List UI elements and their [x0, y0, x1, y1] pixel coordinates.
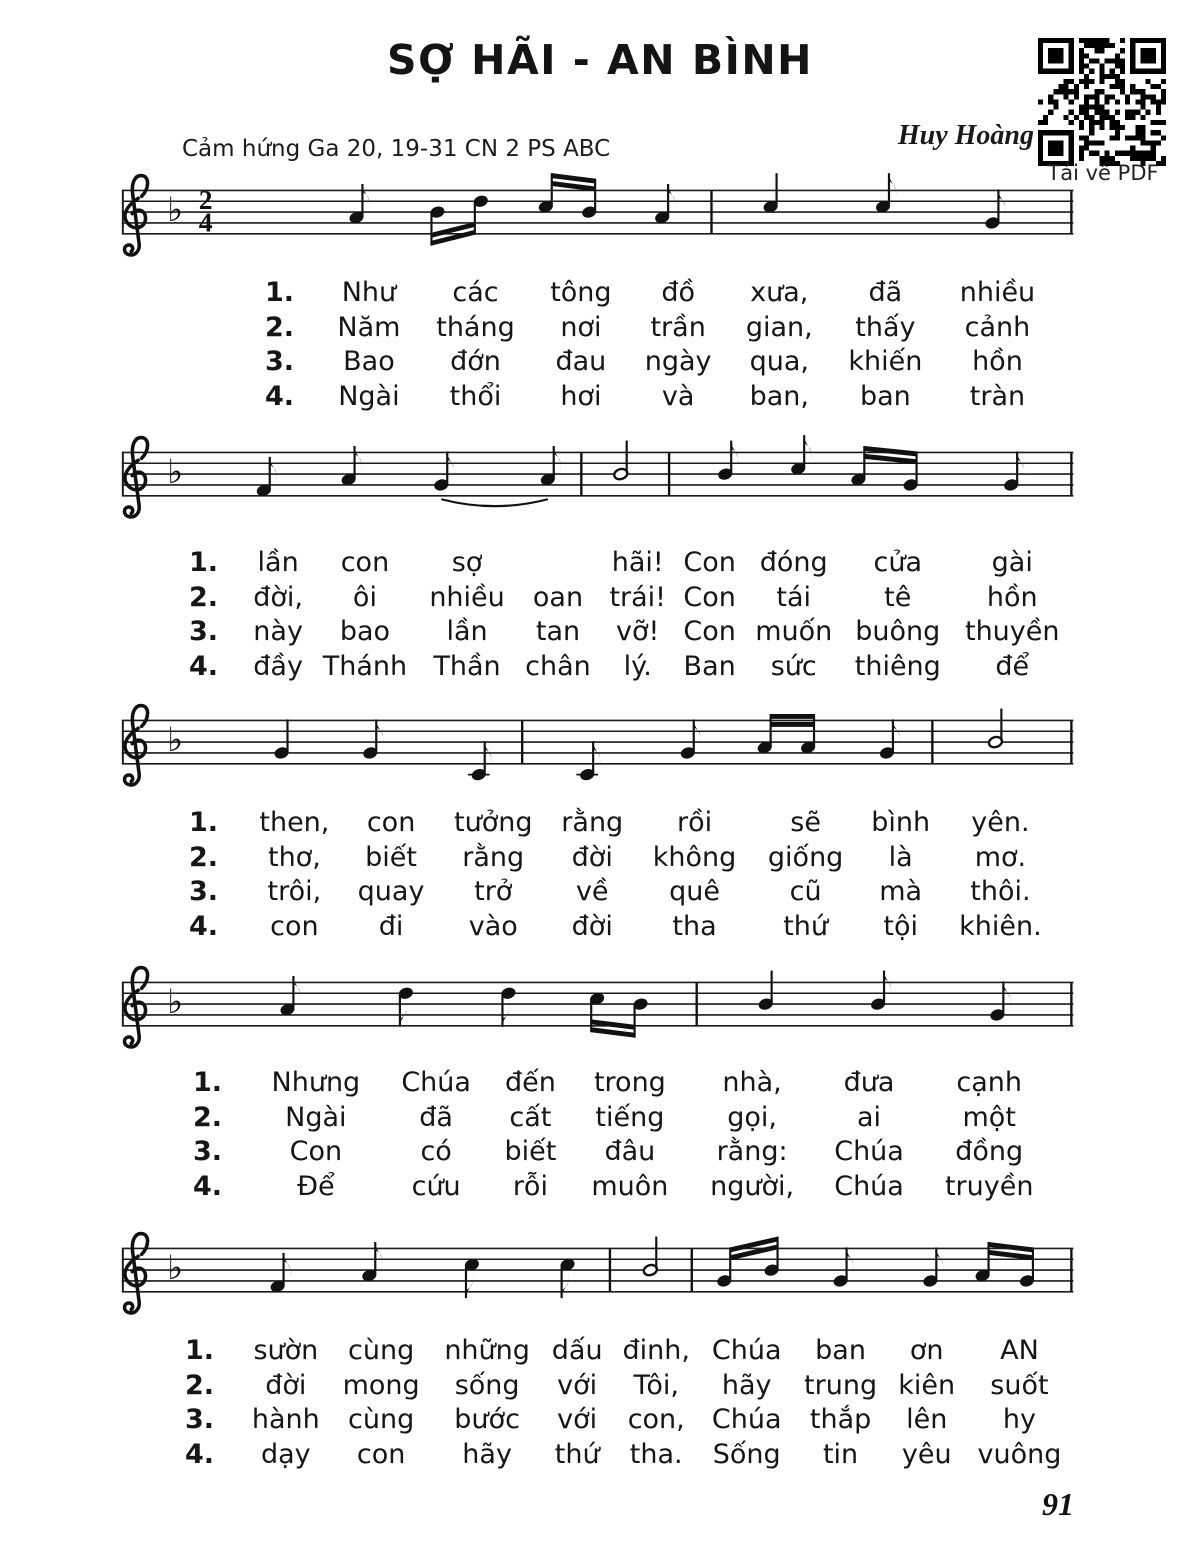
lyric-word: đời,	[253, 581, 303, 613]
lyric-word: người,	[710, 1170, 795, 1202]
lyric-word: vỡ!	[616, 616, 660, 647]
lyric-word: những	[444, 1335, 530, 1366]
lyric-word: đã	[868, 277, 903, 308]
verse-line	[190, 1135, 1056, 1170]
lyric-word: đồng	[955, 1136, 1024, 1167]
lyric-word: với	[557, 1369, 598, 1401]
lyric-word: cửa	[873, 547, 923, 578]
lyric-word: kiên	[898, 1369, 956, 1401]
verse-line	[186, 910, 1058, 945]
lyric-word: đóng	[759, 547, 828, 578]
lyric-word: hy	[1002, 1404, 1036, 1435]
staff-3	[112, 698, 1098, 800]
svg-text:♭: ♭	[167, 719, 184, 759]
lyric-word: nhiều	[959, 277, 1036, 308]
lyric-word: Năm	[337, 311, 401, 343]
lyric-word: các	[452, 277, 499, 308]
lyric-word: trở	[474, 876, 513, 907]
lyric-word: cảnh	[964, 311, 1031, 343]
lyric-word: con	[366, 807, 416, 838]
verse-number: 2.	[189, 841, 219, 873]
verse-line	[182, 1334, 1074, 1369]
lyric-word: Con	[683, 581, 736, 613]
verse-number: 4.	[189, 650, 219, 682]
lyric-word: trong	[593, 1067, 666, 1098]
lyric-word: hành	[251, 1404, 320, 1435]
lyric-word: yêu	[901, 1438, 952, 1470]
lyric-word: Sống	[712, 1438, 781, 1470]
verse-block-5	[182, 1334, 1074, 1472]
verse-line	[190, 1066, 1056, 1101]
verse-line	[262, 276, 1054, 311]
lyric-word: gài	[991, 547, 1033, 578]
verse-line	[262, 345, 1054, 380]
verse-line	[186, 806, 1058, 841]
lyric-word: ôi	[352, 581, 377, 613]
svg-text:2: 2	[198, 183, 213, 215]
lyric-word: thơ,	[267, 841, 321, 873]
lyric-word: Như	[341, 277, 397, 308]
lyric-word: thứ	[554, 1438, 600, 1470]
lyric-word: giống	[767, 841, 844, 873]
lyric-word: nhà,	[722, 1067, 782, 1098]
lyric-word: chân	[525, 650, 591, 682]
lyric-word: lên	[906, 1404, 948, 1435]
svg-text:♭: ♭	[167, 451, 184, 491]
verse-number: 2.	[193, 1101, 223, 1133]
lyric-word: sẽ	[790, 807, 821, 838]
lyric-word: yên.	[971, 807, 1030, 838]
staff-1	[112, 168, 1098, 270]
qr-code-icon[interactable]	[1038, 38, 1166, 166]
lyric-word: ban	[859, 380, 911, 412]
verse-block-4	[190, 1066, 1056, 1204]
lyric-word: đời	[571, 841, 613, 873]
svg-text:♭: ♭	[167, 1247, 184, 1287]
verse-line	[190, 1101, 1056, 1136]
lyric-word: trung	[804, 1369, 878, 1401]
lyric-word	[515, 546, 600, 581]
staff-2	[112, 430, 1098, 532]
lyric-word: tưởng	[454, 807, 533, 838]
lyric-word: tha	[672, 910, 717, 942]
lyric-word: gọi,	[727, 1101, 777, 1133]
verse-line	[262, 380, 1054, 415]
svg-text:♭: ♭	[167, 189, 184, 229]
lyric-word: đinh,	[622, 1335, 690, 1366]
page-number: 91	[1042, 1486, 1074, 1522]
lyric-word: lần	[257, 547, 299, 578]
lyric-word: thuyền	[964, 616, 1060, 647]
verse-number: 3.	[265, 346, 295, 377]
lyric-word: Con	[683, 547, 736, 578]
lyric-word: qua,	[749, 346, 809, 377]
lyric-word: đến	[504, 1067, 556, 1098]
lyric-word: không	[652, 841, 737, 873]
lyric-word: trôi,	[267, 876, 322, 907]
lyric-word: con,	[627, 1404, 685, 1435]
lyric-word: tội	[883, 910, 918, 942]
lyric-word: suốt	[990, 1369, 1049, 1401]
lyric-word: xưa,	[750, 277, 809, 308]
lyric-word: tháng	[436, 311, 515, 343]
lyric-word: Để	[297, 1170, 335, 1202]
verse-line	[182, 1438, 1074, 1473]
lyric-word: Ngài	[338, 380, 400, 412]
lyric-word: đồ	[661, 277, 695, 308]
lyric-word: muôn	[591, 1170, 669, 1202]
lyric-word: biết	[365, 841, 417, 873]
lyric-word: mơ.	[974, 841, 1027, 873]
lyric-word: đâu	[604, 1136, 656, 1167]
lyric-word: thấy	[855, 311, 916, 343]
lyric-word: bình	[871, 807, 931, 838]
lyric-word: ban	[815, 1335, 866, 1366]
lyric-word: muốn	[755, 616, 833, 647]
lyric-word: đời	[571, 910, 613, 942]
lyric-word: rằng	[561, 807, 624, 838]
lyric-word: cạnh	[956, 1067, 1023, 1098]
lyric-word: biết	[504, 1136, 557, 1167]
lyric-word: sức	[770, 650, 817, 682]
lyric-word: AN	[1000, 1335, 1039, 1366]
verse-line	[186, 615, 1072, 650]
verse-line	[186, 841, 1058, 876]
verse-number: 2.	[185, 1369, 215, 1401]
verse-number: 3.	[189, 616, 219, 647]
lyric-word: Con	[289, 1136, 343, 1167]
lyric-word: cùng	[348, 1404, 415, 1435]
verse-number: 4.	[185, 1438, 215, 1470]
lyric-word: mà	[879, 876, 923, 907]
verse-number: 1.	[193, 1067, 223, 1098]
lyric-word: cất	[509, 1101, 552, 1133]
lyric-word: Chúa	[711, 1335, 782, 1366]
lyric-word: Thần	[433, 650, 501, 682]
lyric-word: và	[661, 380, 695, 412]
lyric-word: đớn	[450, 346, 501, 377]
lyric-word: sống	[454, 1369, 520, 1401]
verse-block-1	[262, 276, 1054, 414]
lyric-word: với	[557, 1404, 598, 1435]
lyric-word: ban,	[749, 380, 809, 412]
lyric-word: gian,	[745, 311, 813, 343]
lyric-word: trái!	[609, 581, 666, 613]
lyric-word: rỗi	[512, 1170, 548, 1202]
lyric-word: con	[356, 1438, 406, 1470]
verse-line	[182, 1369, 1074, 1404]
lyric-word: tiếng	[595, 1101, 665, 1133]
composer-name: Huy Hoàng	[897, 120, 1034, 151]
lyric-word: truyền	[944, 1170, 1034, 1202]
verse-number: 3.	[193, 1136, 223, 1167]
lyric-word: đưa	[843, 1067, 895, 1098]
lyric-word: về	[575, 876, 609, 907]
lyric-word: thiêng	[854, 650, 941, 682]
lyric-word: tin	[822, 1438, 859, 1470]
verse-line	[186, 875, 1058, 910]
lyric-word: hồn	[986, 581, 1038, 613]
lyric-word: Con	[683, 616, 736, 647]
svg-text:♭: ♭	[167, 981, 184, 1021]
lyric-word: tan	[535, 616, 581, 647]
lyric-word: tông	[550, 277, 612, 308]
lyric-word: Bao	[343, 346, 395, 377]
lyric-word: cứu	[411, 1170, 461, 1202]
lyric-word: oan	[532, 581, 584, 613]
verse-number: 1.	[189, 807, 219, 838]
verse-line	[262, 311, 1054, 346]
lyric-word: một	[962, 1101, 1016, 1133]
lyric-word: đi	[378, 910, 404, 942]
page-title: SỢ HÃI - AN BÌNH	[387, 36, 813, 84]
verse-number: 1.	[185, 1335, 215, 1366]
lyric-word: thắp	[809, 1404, 872, 1435]
verse-number: 1.	[265, 277, 295, 308]
lyric-word: Ngài	[285, 1101, 347, 1133]
verse-block-2	[186, 546, 1072, 684]
lyric-word: Chúa	[711, 1404, 782, 1435]
download-pdf-link[interactable]: Tải về PDF	[1047, 161, 1159, 185]
svg-text:4: 4	[198, 206, 213, 238]
lyric-word: nhiều	[429, 581, 505, 613]
lyric-word: dấu	[551, 1335, 603, 1366]
lyric-word: dạy	[261, 1438, 311, 1470]
lyric-word: rồi	[676, 807, 713, 838]
lyric-word: tê	[884, 581, 912, 613]
lyric-word: trần	[650, 311, 706, 343]
lyric-word: đã	[419, 1101, 453, 1133]
lyric-word: hãy	[462, 1438, 512, 1470]
verse-number: 4.	[193, 1170, 223, 1202]
lyric-word: buông	[855, 616, 941, 647]
lyric-word: quay	[357, 876, 425, 907]
lyric-word: Nhưng	[271, 1067, 361, 1098]
verse-number: 3.	[189, 876, 219, 907]
lyric-word: mong	[342, 1369, 420, 1401]
lyric-word: hãy	[721, 1369, 772, 1401]
lyric-word: hồn	[972, 346, 1023, 377]
lyric-word: này	[253, 616, 303, 647]
lyric-word: bước	[454, 1404, 520, 1435]
lyric-word: Ban	[683, 650, 736, 682]
lyric-word: thổi	[449, 380, 502, 412]
inspiration-reference: Cảm hứng Ga 20, 19-31 CN 2 PS ABC	[182, 136, 611, 162]
verse-line	[186, 581, 1072, 616]
lyric-word: tràn	[969, 380, 1026, 412]
verse-number: 2.	[265, 311, 295, 343]
staff-5	[112, 1226, 1098, 1328]
lyric-word: sườn	[253, 1335, 319, 1366]
lyric-word: đau	[555, 346, 607, 377]
verse-line	[182, 1403, 1074, 1438]
lyric-word: ai	[857, 1101, 882, 1133]
lyric-word: vuông	[977, 1438, 1062, 1470]
verse-line	[186, 546, 1072, 581]
lyric-word: hơi	[560, 380, 602, 412]
lyric-word: đầy	[253, 650, 303, 682]
lyric-word: con	[340, 547, 390, 578]
lyric-word: Tôi,	[633, 1369, 679, 1401]
verse-number: 4.	[189, 910, 219, 942]
lyric-word: quê	[669, 876, 720, 907]
verse-number: 4.	[265, 380, 295, 412]
lyric-word: sợ	[451, 547, 483, 578]
verse-line	[186, 650, 1072, 685]
lyric-word: vào	[468, 910, 518, 942]
lyric-word: nơi	[560, 311, 602, 343]
lyric-word: lý.	[623, 650, 652, 682]
lyric-word: Chúa	[401, 1067, 471, 1098]
lyric-word: rằng	[462, 841, 525, 873]
lyric-word: rằng:	[716, 1136, 788, 1167]
lyric-word: có	[420, 1136, 452, 1167]
lyric-word: khiên.	[959, 910, 1042, 942]
lyric-word: ngày	[644, 346, 712, 377]
lyric-word: cũ	[789, 876, 822, 907]
lyric-word: ơn	[909, 1335, 944, 1366]
lyric-word: để	[995, 650, 1030, 682]
lyric-word: thôi.	[970, 876, 1031, 907]
verse-number: 3.	[185, 1404, 215, 1435]
verse-number: 2.	[189, 581, 219, 613]
verse-line	[190, 1170, 1056, 1205]
lyric-word: bao	[339, 616, 391, 647]
verse-block-3	[186, 806, 1058, 944]
lyric-word: cùng	[348, 1335, 415, 1366]
lyric-word: con	[270, 910, 319, 942]
lyric-word: lần	[446, 616, 488, 647]
lyric-word: Thánh	[322, 650, 408, 682]
lyric-word: đời	[265, 1369, 307, 1401]
lyric-word: khiến	[848, 346, 923, 377]
lyric-word: Chúa	[834, 1170, 904, 1202]
lyric-word: thứ	[783, 910, 829, 942]
lyric-word: Chúa	[834, 1136, 904, 1167]
lyric-word: là	[888, 841, 913, 873]
lyric-word: then,	[259, 807, 330, 838]
staff-4	[112, 960, 1098, 1062]
verse-number: 1.	[189, 547, 219, 578]
lyric-word: tha.	[629, 1438, 683, 1470]
lyric-word: tái	[776, 581, 812, 613]
lyric-word: hãi!	[611, 547, 664, 578]
